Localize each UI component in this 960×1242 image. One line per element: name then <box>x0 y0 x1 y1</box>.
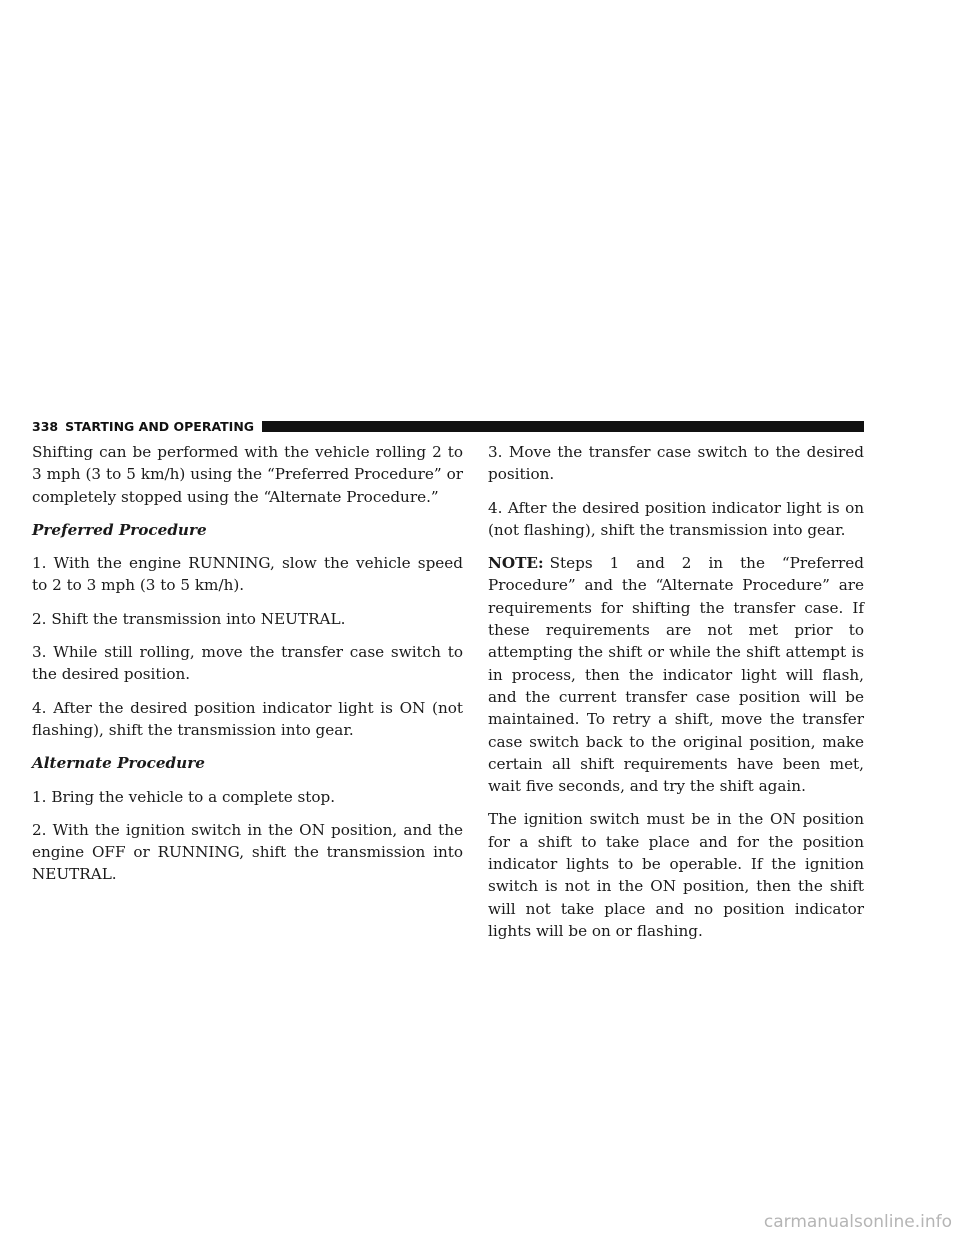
note-paragraph <box>488 552 864 797</box>
ignition-paragraph: The ignition switch must be in the ON position for a shift to take place and for the position indicator lights to be operable. If the ignition switch is not in the ON position, then the shift will not take place and no position indicator lights will be on or flashing. <box>488 810 864 940</box>
alternate-step-2: 2. With the ignition switch in the ON position, and the engine OFF or RUNNING, shift the transmission into NEUTRAL. <box>32 820 463 884</box>
note-text: Steps 1 and 2 in the “Preferred Procedure” and the “Alternate Procedure” are requirements for shifting the transfer case. If these requirements are not met prior to attempting the shift or while the shift attempt is in process, then the indicator light will flash, and the current transfer case position will be maintained. To retry a shift, move the transfer case switch back to the original position, make certain all shift requirements have been met, wait five seconds, and try the shift again. <box>488 554 864 796</box>
alternate-step-1: 1. Bring the vehicle to a complete stop. <box>32 787 336 806</box>
intro-paragraph: Shifting can be performed with the vehicle rolling 2 to 3 mph (3 to 5 km/h) using the “Preferred Procedure” or completely stopped using the “Alternate Procedure.” <box>32 443 463 506</box>
preferred-step-4: 4. After the desired position indicator light is ON (not flashing), shift the transmission into gear. <box>32 698 463 739</box>
note-label: NOTE: <box>488 554 544 573</box>
page-number: 338 <box>32 418 59 434</box>
alternate-procedure-heading: Alternate Procedure <box>32 754 205 773</box>
section-title: STARTING AND OPERATING <box>65 418 255 434</box>
watermark: carmanualsonline.info <box>763 1212 952 1232</box>
page-header <box>32 418 864 434</box>
preferred-procedure-heading: Preferred Procedure <box>32 520 207 539</box>
preferred-step-1: 1. With the engine RUNNING, slow the vehicle speed to 2 to 3 mph (3 to 5 km/h). <box>32 554 463 595</box>
preferred-step-3: 3. While still rolling, move the transfer case switch to the desired position. <box>32 643 463 684</box>
header-rule <box>262 421 864 432</box>
right-column <box>488 441 864 953</box>
preferred-step-2: 2. Shift the transmission into NEUTRAL. <box>32 609 346 628</box>
alternate-step-4: 4. After the desired position indicator light is on (not flashing), shift the transmission into gear. <box>488 498 864 539</box>
left-column <box>32 441 463 897</box>
alternate-step-3: 3. Move the transfer case switch to the desired position. <box>488 443 864 484</box>
